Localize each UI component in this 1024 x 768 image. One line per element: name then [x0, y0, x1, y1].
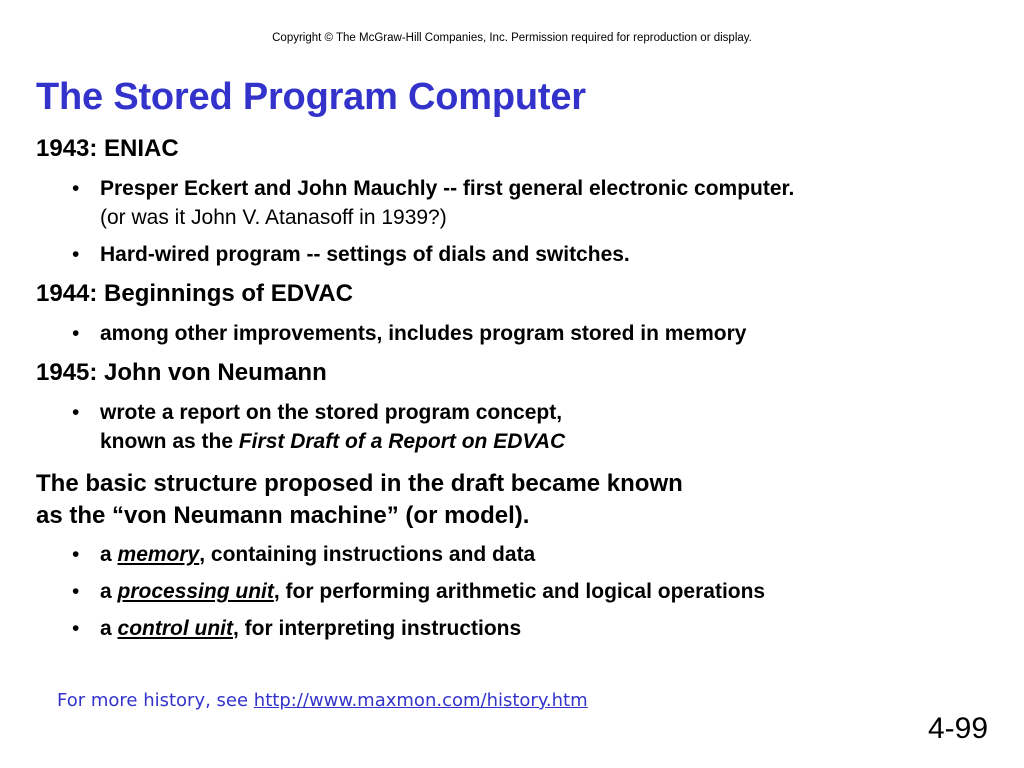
item-suffix: , for interpreting instructions: [233, 617, 522, 640]
list-item: [36, 540, 996, 569]
item-prefix: a: [100, 543, 118, 566]
term-control-unit: control unit: [117, 617, 233, 640]
report-title: First Draft of a Report on EDVAC: [238, 430, 566, 453]
slide-content: [36, 134, 996, 651]
term-processing-unit: processing unit: [117, 580, 274, 603]
bullet-text: Hard-wired program -- settings of dials and switches.: [100, 243, 630, 266]
item-suffix: , for performing arithmetic and logical operations: [273, 580, 766, 603]
term-memory: memory: [117, 543, 200, 566]
von-neumann-bullet-list: [36, 398, 996, 456]
bullet-note: (or was it John V. Atanasoff in 1939?): [100, 206, 447, 229]
bullet-text: Presper Eckert and John Mauchly -- first general electronic computer.: [100, 177, 795, 200]
edvac-bullet-list: [36, 319, 996, 348]
item-prefix: a: [100, 580, 118, 603]
copyright-notice: Copyright © The McGraw-Hill Companies, Inc. Permission required for reproduction or display.: [272, 32, 752, 44]
bullet-text: known as the: [100, 430, 239, 453]
list-item: [36, 577, 996, 606]
history-note: [57, 690, 588, 711]
list-item: [36, 240, 996, 269]
structure-bullet-list: [36, 540, 996, 643]
section-heading-eniac: 1943: ENIAC: [36, 135, 179, 162]
list-item: [36, 614, 996, 643]
structure-paragraph: [36, 468, 996, 532]
list-item: [36, 398, 996, 456]
history-prefix: For more history, see: [57, 690, 254, 711]
eniac-bullet-list: [36, 174, 996, 269]
structure-line-1: The basic structure proposed in the draft became known: [36, 470, 683, 497]
item-suffix: , containing instructions and data: [199, 543, 536, 566]
slide-number: 4-99: [927, 712, 988, 745]
list-item: [36, 319, 996, 348]
section-heading-von-neumann: 1945: John von Neumann: [36, 359, 327, 386]
list-item: [36, 174, 996, 232]
item-prefix: a: [100, 617, 118, 640]
bullet-text: wrote a report on the stored program concept,: [100, 401, 563, 424]
bullet-text: among other improvements, includes program stored in memory: [100, 322, 747, 345]
section-heading-edvac: 1944: Beginnings of EDVAC: [36, 280, 353, 307]
structure-line-2: as the “von Neumann machine” (or model).: [36, 502, 530, 529]
history-link[interactable]: http://www.maxmon.com/history.htm: [253, 690, 588, 711]
slide-title: The Stored Program Computer: [36, 76, 586, 118]
